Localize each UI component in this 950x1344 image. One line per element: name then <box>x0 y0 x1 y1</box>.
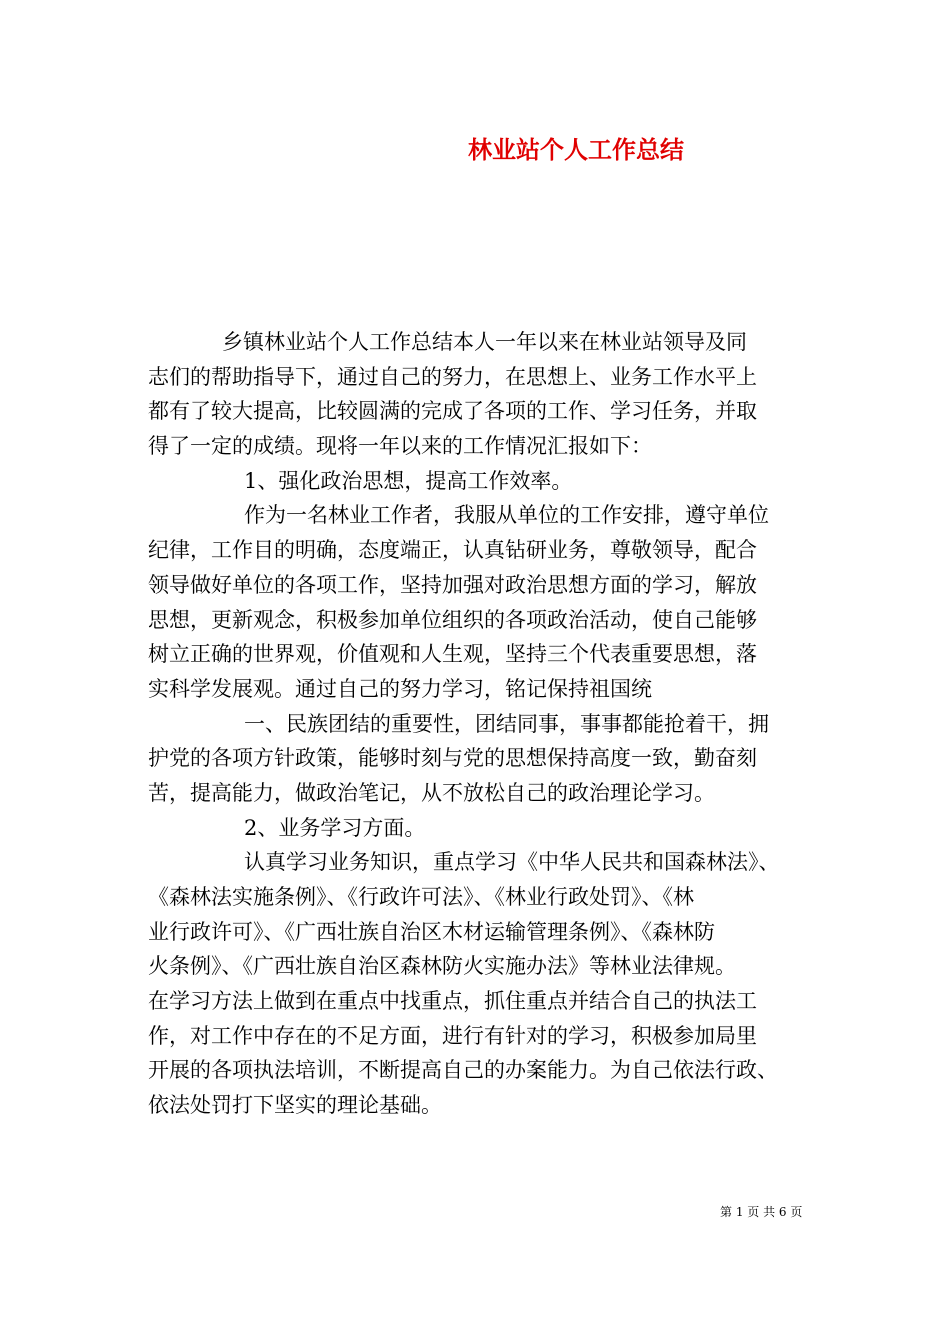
paragraph-line: 作为一名林业工作者，我服从单位的工作安排，遵守单位 <box>244 503 769 528</box>
paragraph-line: 火条例》、《广西壮族自治区森林防火实施办法》等林业法律规。 <box>148 954 736 979</box>
document-title: 林业站个人工作总结 <box>468 135 684 164</box>
paragraph-line: 得了一定的成绩。现将一年以来的工作情况汇报如下： <box>148 434 652 459</box>
paragraph-line: 在学习方法上做到在重点中找重点，抓住重点并结合自己的执法工 <box>148 989 757 1014</box>
paragraph-line: 《森林法实施条例》、《行政许可法》、《林业行政处罚》、《林 <box>148 885 694 909</box>
paragraph-line: 志们的帮助指导下，通过自己的努力，在思想上、业务工作水平上 <box>148 364 757 389</box>
paragraph-line: 乡镇林业站个人工作总结本人一年以来在林业站领导及同 <box>222 330 747 354</box>
document-body <box>148 325 808 1123</box>
paragraph-line: 都有了较大提高，比较圆满的完成了各项的工作、学习任务，并取 <box>148 399 757 424</box>
paragraph-line: 作，对工作中存在的不足方面，进行有针对的学习，积极参加局里 <box>148 1023 757 1048</box>
paragraph-line: 开展的各项执法培训，不断提高自己的办案能力。为自己依法行政、 <box>148 1058 778 1083</box>
paragraph-line: 领导做好单位的各项工作，坚持加强对政治思想方面的学习，解放 <box>148 572 757 597</box>
paragraph-line: 1、强化政治思想，提高工作效率。 <box>244 468 573 493</box>
paragraph-line: 认真学习业务知识，重点学习《中华人民共和国森林法》、 <box>244 850 780 875</box>
paragraph-line: 业行政许可》、《广西壮族自治区木材运输管理条例》、《森林防 <box>148 919 715 944</box>
page-number-footer: 第 1 页 共 6 页 <box>720 1205 803 1219</box>
paragraph-line: 思想，更新观念，积极参加单位组织的各项政治活动，使自己能够 <box>148 607 757 632</box>
paragraph-line: 实科学发展观。通过自己的努力学习，铭记保持祖国统 <box>148 676 652 701</box>
paragraph-line: 护党的各项方针政策，能够时刻与党的思想保持高度一致，勤奋刻 <box>148 746 757 771</box>
paragraph-line: 树立正确的世界观，价值观和人生观，坚持三个代表重要思想，落 <box>148 642 757 667</box>
paragraph-line: 依法处罚打下坚实的理论基础。 <box>148 1093 442 1118</box>
paragraph-line: 2、业务学习方面。 <box>244 815 426 840</box>
paragraph-line: 一、民族团结的重要性，团结同事，事事都能抢着干，拥 <box>244 711 769 736</box>
paragraph-line: 苦，提高能力，做政治笔记，从不放松自己的政治理论学习。 <box>148 780 715 805</box>
paragraph-line: 纪律，工作目的明确，态度端正，认真钻研业务，尊敬领导，配合 <box>148 538 757 563</box>
